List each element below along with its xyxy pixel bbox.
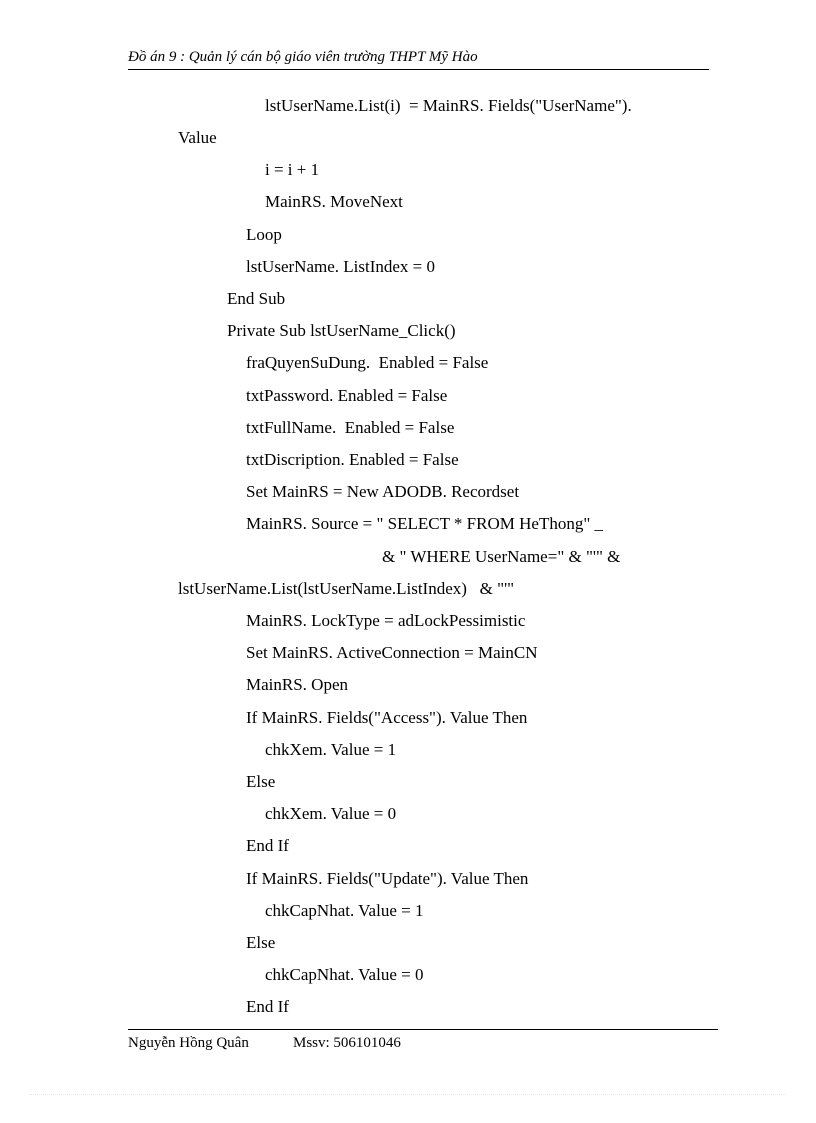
code-line: lstUserName.List(lstUserName.ListIndex) & "'": [178, 579, 515, 598]
footer-author: Nguyễn Hồng Quân: [128, 1035, 249, 1051]
code-line: MainRS. LockType = adLockPessimistic: [246, 611, 526, 630]
code-line: MainRS. Open: [246, 675, 348, 694]
code-line: Loop: [246, 225, 282, 244]
code-line: End If: [246, 997, 289, 1016]
code-line: txtDiscription. Enabled = False: [246, 450, 459, 469]
code-line: If MainRS. Fields("Update"). Value Then: [246, 869, 529, 888]
code-line: Else: [246, 772, 276, 791]
code-line: lstUserName.List(i) = MainRS. Fields("UserName").: [265, 96, 632, 115]
page-bottom-border: [30, 1094, 786, 1095]
header-divider: [128, 69, 709, 70]
footer-divider: [128, 1029, 718, 1030]
code-line: chkXem. Value = 0: [265, 804, 397, 823]
code-line: End Sub: [227, 289, 286, 308]
header-title: Đồ án 9 : Quản lý cán bộ giáo viên trường THPT Mỹ Hào: [128, 49, 478, 65]
code-line: Else: [246, 933, 276, 952]
code-line: txtFullName. Enabled = False: [246, 418, 455, 437]
code-line: Set MainRS = New ADODB. Recordset: [246, 482, 520, 501]
code-line: i = i + 1: [265, 160, 320, 179]
code-line: chkXem. Value = 1: [265, 740, 397, 759]
code-line: If MainRS. Fields("Access"). Value Then: [246, 708, 528, 727]
code-line: MainRS. MoveNext: [265, 192, 403, 211]
footer-student-id: Mssv: 506101046: [293, 1035, 401, 1051]
code-line: fraQuyenSuDung. Enabled = False: [246, 353, 489, 372]
code-line: Value: [178, 128, 217, 147]
code-line: chkCapNhat. Value = 0: [265, 965, 424, 984]
code-line: Set MainRS. ActiveConnection = MainCN: [246, 643, 538, 662]
code-line: lstUserName. ListIndex = 0: [246, 257, 435, 276]
code-line: chkCapNhat. Value = 1: [265, 901, 424, 920]
code-line: txtPassword. Enabled = False: [246, 386, 448, 405]
code-line: Private Sub lstUserName_Click(): [227, 321, 456, 340]
code-line: MainRS. Source = " SELECT * FROM HeThong" _: [246, 514, 604, 533]
code-line: End If: [246, 836, 289, 855]
code-line: & " WHERE UserName=" & "'" &: [382, 547, 621, 566]
